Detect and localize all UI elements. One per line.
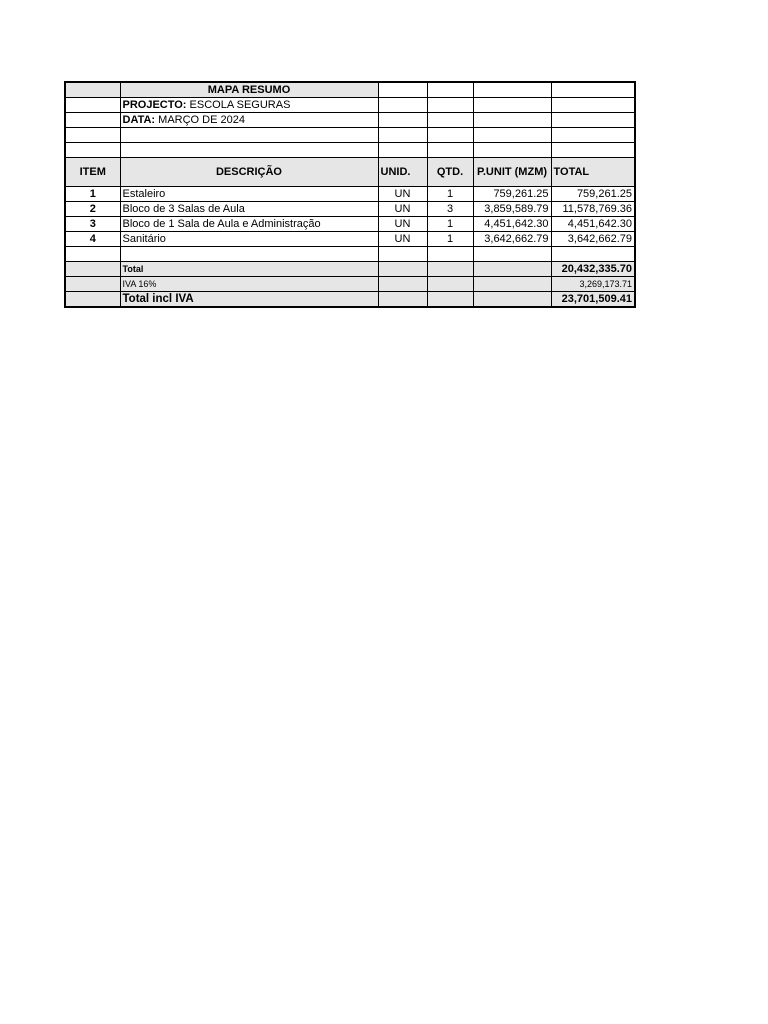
project-value: ESCOLA SEGURAS (189, 99, 291, 111)
unid-cell[interactable]: UN (378, 187, 427, 202)
cell[interactable] (378, 262, 427, 277)
cell[interactable] (427, 82, 473, 98)
total-cell[interactable]: 11,578,769.36 (551, 202, 635, 217)
cell[interactable] (378, 82, 427, 98)
cell[interactable] (473, 262, 551, 277)
cell[interactable] (551, 98, 635, 113)
cell[interactable] (378, 292, 427, 308)
total-cell[interactable]: 3,642,662.79 (551, 232, 635, 247)
total-row (65, 262, 635, 277)
cell[interactable] (65, 98, 120, 113)
cell[interactable] (473, 247, 551, 262)
cell[interactable] (551, 113, 635, 128)
table-row (65, 232, 635, 247)
total-iva-row (65, 292, 635, 308)
project-label: PROJECTO: (122, 99, 187, 111)
cell[interactable] (473, 277, 551, 292)
total-cell[interactable]: 4,451,642.30 (551, 217, 635, 232)
cell[interactable] (473, 128, 551, 143)
project-row (65, 98, 635, 113)
date-row (65, 113, 635, 128)
cell[interactable] (473, 143, 551, 158)
qtd-cell[interactable]: 1 (427, 217, 473, 232)
table-row (65, 187, 635, 202)
cell[interactable] (120, 128, 378, 143)
empty-row (65, 143, 635, 158)
cell[interactable] (427, 128, 473, 143)
sheet-title[interactable]: MAPA RESUMO (120, 82, 378, 98)
cell[interactable] (65, 113, 120, 128)
cell[interactable] (378, 128, 427, 143)
punit-cell[interactable]: 4,451,642.30 (473, 217, 551, 232)
total-iva-value[interactable]: 23,701,509.41 (551, 292, 635, 308)
cell[interactable] (65, 277, 120, 292)
cell[interactable] (65, 128, 120, 143)
table-row (65, 202, 635, 217)
cell[interactable] (551, 82, 635, 98)
item-cell[interactable]: 1 (65, 187, 120, 202)
cell[interactable] (473, 82, 551, 98)
summary-table (64, 81, 636, 308)
header-row (65, 158, 635, 187)
cell[interactable] (551, 128, 635, 143)
qtd-cell[interactable]: 1 (427, 232, 473, 247)
cell[interactable] (473, 98, 551, 113)
empty-row (65, 247, 635, 262)
cell[interactable] (65, 143, 120, 158)
cell[interactable] (65, 262, 120, 277)
header-unid[interactable]: UNID. (378, 158, 427, 187)
total-value[interactable]: 20,432,335.70 (551, 262, 635, 277)
descricao-cell[interactable]: Estaleiro (120, 187, 378, 202)
cell[interactable] (427, 292, 473, 308)
cell[interactable] (427, 113, 473, 128)
unid-cell[interactable]: UN (378, 232, 427, 247)
header-qtd[interactable]: QTD. (427, 158, 473, 187)
cell[interactable] (427, 247, 473, 262)
cell[interactable] (473, 292, 551, 308)
header-item[interactable]: ITEM (65, 158, 120, 187)
qtd-cell[interactable]: 1 (427, 187, 473, 202)
total-cell[interactable]: 759,261.25 (551, 187, 635, 202)
cell[interactable] (427, 98, 473, 113)
date-label: DATA: (122, 114, 156, 126)
cell[interactable] (427, 277, 473, 292)
cell[interactable] (65, 247, 120, 262)
cell[interactable] (378, 113, 427, 128)
item-cell[interactable]: 4 (65, 232, 120, 247)
cell[interactable] (551, 247, 635, 262)
cell[interactable] (65, 292, 120, 308)
punit-cell[interactable]: 3,642,662.79 (473, 232, 551, 247)
descricao-cell[interactable]: Sanitário (120, 232, 378, 247)
title-row (65, 82, 635, 98)
iva-row (65, 277, 635, 292)
total-iva-label[interactable]: Total incl IVA (120, 292, 378, 308)
cell[interactable] (427, 262, 473, 277)
project-cell[interactable] (120, 98, 378, 113)
unid-cell[interactable]: UN (378, 217, 427, 232)
table-row (65, 217, 635, 232)
header-total[interactable]: TOTAL (551, 158, 635, 187)
item-cell[interactable]: 3 (65, 217, 120, 232)
punit-cell[interactable]: 3,859,589.79 (473, 202, 551, 217)
unid-cell[interactable]: UN (378, 202, 427, 217)
cell[interactable] (378, 277, 427, 292)
cell[interactable] (551, 143, 635, 158)
iva-value[interactable]: 3,269,173.71 (551, 277, 635, 292)
header-descricao[interactable]: DESCRIÇÃO (120, 158, 378, 187)
cell[interactable] (473, 113, 551, 128)
cell[interactable] (120, 247, 378, 262)
cell[interactable] (427, 143, 473, 158)
total-label[interactable]: Total (120, 262, 378, 277)
qtd-cell[interactable]: 3 (427, 202, 473, 217)
empty-row (65, 128, 635, 143)
cell[interactable] (378, 247, 427, 262)
cell[interactable] (65, 82, 120, 98)
cell[interactable] (378, 143, 427, 158)
punit-cell[interactable]: 759,261.25 (473, 187, 551, 202)
header-punit[interactable]: P.UNIT (MZM) (473, 158, 551, 187)
item-cell[interactable]: 2 (65, 202, 120, 217)
date-value: MARÇO DE 2024 (158, 114, 245, 126)
descricao-cell[interactable]: Bloco de 3 Salas de Aula (120, 202, 378, 217)
cell[interactable] (120, 143, 378, 158)
date-cell[interactable] (120, 113, 378, 128)
iva-label[interactable]: IVA 16% (120, 277, 378, 292)
cell[interactable] (378, 98, 427, 113)
descricao-cell[interactable]: Bloco de 1 Sala de Aula e Administração (120, 217, 378, 232)
